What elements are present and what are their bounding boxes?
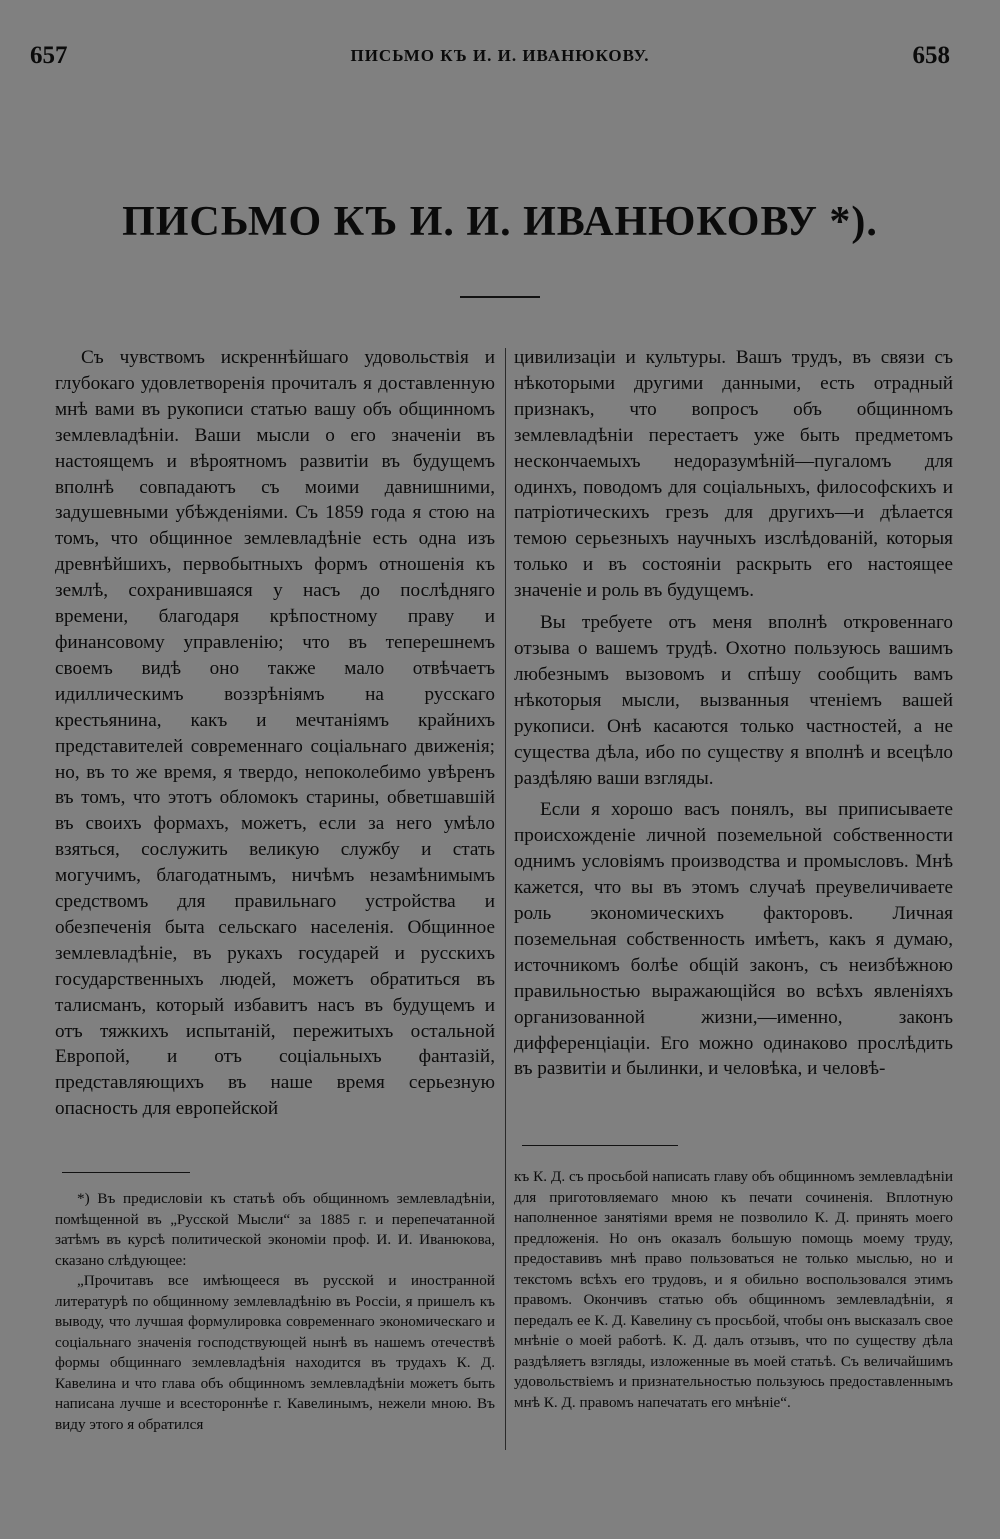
left-column — [55, 345, 495, 1122]
column-divider — [505, 348, 506, 1450]
footnote-paragraph: „Прочитавъ все имѣющееся въ русской и иностранной литературѣ по общинному землевладѣнію въ Россіи, я пришелъ къ выводу, что лучшая формулировка современнаго экономическаго и соціальнаго значенія господствующей нынѣ въ нашемъ отечествѣ формы общиннаго землевладѣнія находится въ трудахъ К. Д. Кавелина и что глава объ общинномъ землевладѣніи можетъ быть написана лучше и всестороннѣе г. Кавелинымъ, нежели мною. Въ виду этого я обратился — [55, 1272, 495, 1433]
left-page-number: 657 — [30, 42, 68, 69]
right-page-number: 658 — [912, 42, 950, 69]
article-title: ПИСЬМО КЪ И. И. ИВАНЮКОВУ *). — [122, 199, 878, 245]
title-rule — [460, 296, 540, 298]
footnote-left — [55, 1189, 495, 1435]
body-paragraph: Съ чувствомъ искреннѣйшаго удовольствія и глубокаго удовлетворенія прочиталъ я доставленную мнѣ вами въ рукописи статью вашу объ общинномъ землевладѣніи. Ваши мысли о его значеніи въ настоящемъ и вѣроятномъ развитіи въ будущемъ вполнѣ совпадаютъ съ моими давнишними, задушевными убѣжденіями. Съ 1859 года я стою на томъ, что общинное землевладѣніе есть одна изъ древнѣйшихъ, первобытныхъ формъ отношенія къ землѣ, сохранившаяся у насъ до послѣдняго времени, благодаря крѣпостному праву и финансовому управленію; что въ теперешнемъ своемъ видѣ оно также мало отвѣчаетъ идиллическимъ воззрѣніямъ на русскаго крестьянина, какъ и мечтаніямъ крайнихъ представителей современнаго соціальнаго движенія; но, въ то же время, я твердо, непоколебимо увѣренъ въ томъ, что этотъ обломокъ старины, обветшавшій въ своихъ формахъ, можетъ, если за него умѣло взяться, сослужить великую службу и стать могучимъ, благодатнымъ, ничѣмъ незамѣнимымъ средствомъ для правильнаго устройства и обезпеченія быта сельскаго населенія. Общинное землевладѣніе, въ рукахъ государей и русскихъ государственныхъ людей, можетъ обратиться въ талисманъ, который избавитъ насъ въ будущемъ и отъ тяжкихъ испытаній, пережитыхъ остальной Европой, и отъ соціальныхъ фантазій, представляющихъ въ наше время серьезную опасность для европейской — [55, 347, 495, 1120]
running-head — [0, 42, 1000, 76]
right-column — [514, 345, 953, 1082]
body-paragraph: Если я хорошо васъ понялъ, вы приписываете происхожденіе личной поземельной собственности однимъ условіямъ производства и промысловъ. Мнѣ кажется, что вы въ этомъ случаѣ преувеличиваете роль экономическихъ факторовъ. Личная поземельная собственность имѣетъ, какъ я думаю, источникомъ болѣе общій законъ, съ неизбѣжною правильностью выражающійся во всѣхъ явленіяхъ организованной жизни,—именно, законъ дифференціаціи. Его можно одинаково прослѣдить въ развитіи и былинки, и человѣка, и человѣ- — [514, 799, 953, 1080]
footnote-paragraph: *) Въ предисловіи къ статьѣ объ общинномъ землевладѣніи, помѣщенной въ „Русской Мысли“ за 1885 г. и перепечатанной затѣмъ въ курсѣ политической экономіи проф. И. И. Иванюкова, сказано слѣдующее: — [55, 1190, 495, 1269]
footnote-paragraph: къ К. Д. съ просьбой написать главу объ общинномъ землевладѣніи для приготовляемаго мною къ печати сочиненія. Вплотную наполненное занятіями время не позволило К. Д. принять моего предложенія. Но онъ оказалъ большую помощь моему труду, предоставивъ мнѣ право пользоваться не только мыслью, но и текстомъ всѣхъ его трудовъ, и я обильно воспользовался этимъ правомъ. Окончивъ статью объ общинномъ землевладѣніи, я передалъ ее К. Д. Кавелину съ просьбой, чтобы онъ высказалъ свое мнѣніе о моей работѣ. К. Д. далъ отзывъ, что по существу дѣла раздѣляетъ взгляды, изложенные въ моей статьѣ. Съ величайшимъ удовольствіемъ и признательностью пользуюсь предоставленнымъ мнѣ К. Д. правомъ напечатать его мнѣніе“. — [514, 1168, 953, 1411]
running-title: ПИСЬМО КЪ И. И. ИВАНЮКОВУ. — [350, 46, 650, 65]
footnote-rule-left — [62, 1172, 190, 1173]
body-paragraph: Вы требуете отъ меня вполнѣ откровеннаго отзыва о вашемъ трудѣ. Охотно пользуюсь вашимъ любезнымъ вызовомъ и спѣшу сообщить вамъ нѣкоторыя мысли, вызванныя чтеніемъ вашей рукописи. Онѣ касаются только частностей, а не существа дѣла, ибо по существу я вполнѣ и всецѣло раздѣляю ваши взгляды. — [514, 612, 953, 789]
body-paragraph: цивилизаціи и культуры. Вашъ трудъ, въ связи съ нѣкоторыми другими данными, есть отрадный признакъ, что вопросъ объ общинномъ землевладѣніи перестаетъ уже быть предметомъ нескончаемыхъ недоразумѣній—пугаломъ для одинхъ, поводомъ для соціальныхъ, философскихъ и патріотическихъ грезъ для другихъ—и дѣлается темою серьезныхъ научныхъ изслѣдованій, которыя только и въ состояніи раскрыть его настоящее значеніе и роль въ будущемъ. — [514, 347, 953, 602]
footnote-rule-right — [522, 1145, 678, 1146]
footnote-right — [514, 1167, 953, 1413]
